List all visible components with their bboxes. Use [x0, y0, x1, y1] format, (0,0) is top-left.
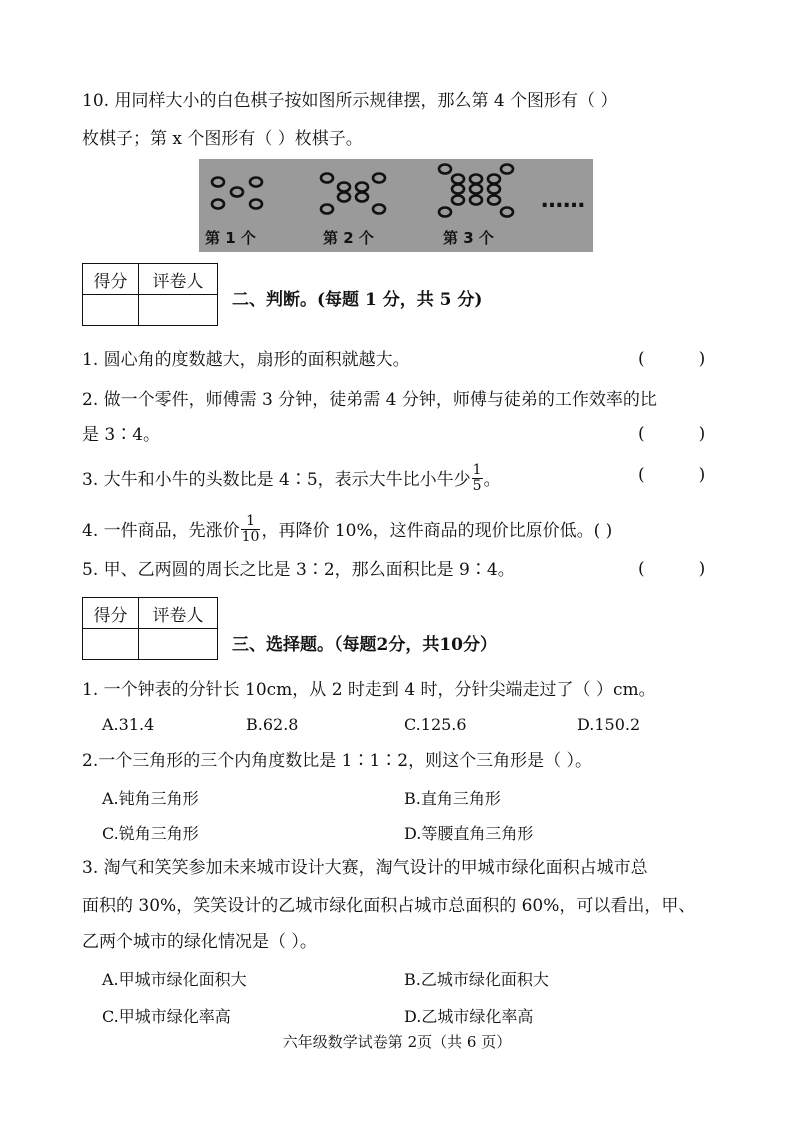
fraction-numerator: 1 — [241, 514, 261, 530]
q10-line2: 枚棋子；第 x 个图形有（ ）枚棋子。 — [82, 129, 363, 149]
choice-q2-option-b[interactable]: B.直角三角形 — [404, 789, 501, 808]
score-header: 得分 — [83, 264, 139, 295]
pattern-label-2: 第 2 个 — [323, 229, 374, 247]
judge-item-3-end: 。 — [483, 470, 501, 490]
judge-item-2-cont: 是 3∶4。 — [82, 425, 161, 445]
grader-header: 评卷人 — [139, 264, 218, 295]
choice-q3-option-d[interactable]: D.乙城市绿化率高 — [404, 1007, 534, 1026]
fraction-denominator: 5 — [472, 478, 482, 494]
choice-q2-option-d[interactable]: D.等腰直角三角形 — [404, 824, 534, 843]
grader-header: 评卷人 — [139, 598, 218, 629]
choice-q3-option-b[interactable]: B.乙城市绿化面积大 — [404, 970, 549, 989]
choice-q3-option-a[interactable]: A.甲城市绿化面积大 — [102, 970, 247, 989]
pattern-label-3: 第 3 个 — [443, 229, 494, 247]
judge-item-4-rest: ，再降价 10%，这件商品的现价比原价低。( ) — [261, 521, 613, 541]
judge-item-2: 2. 做一个零件，师傅需 3 分钟，徒弟需 4 分钟，师傅与徒弟的工作效率的比 — [82, 390, 657, 410]
choice-q3-line3: 乙两个城市的绿化情况是（ ）。 — [82, 932, 317, 952]
choice-q2-stem: 2.一个三角形的三个内角度数比是 1∶1∶2，则这个三角形是（ ）。 — [82, 751, 592, 771]
chess-pattern-figure — [199, 159, 593, 252]
pattern-background — [199, 159, 593, 252]
choice-q3-option-c[interactable]: C.甲城市绿化率高 — [102, 1007, 231, 1026]
choice-q1-option-d[interactable]: D.150.2 — [577, 715, 641, 734]
pattern-label-1: 第 1 个 — [205, 229, 256, 247]
score-table-section3 — [82, 597, 218, 660]
judge-item-3 — [82, 462, 501, 494]
choice-q2-option-c[interactable]: C.锐角三角形 — [102, 824, 199, 843]
judge-item-5: 5. 甲、乙两圆的周长之比是 3∶2，那么面积比是 9∶4。 — [82, 560, 515, 580]
choice-q2-option-a[interactable]: A.钝角三角形 — [102, 789, 199, 808]
section3-title: 三、选择题。（每题2分，共10分） — [232, 635, 497, 655]
choice-q1-stem: 1. 一个钟表的分针长 10cm，从 2 时走到 4 时，分针尖端走过了（ ）cm。 — [82, 680, 656, 700]
choice-q1-option-c[interactable]: C.125.6 — [404, 715, 467, 734]
pattern-ellipsis: …… — [541, 188, 585, 213]
choice-q3-line1: 3. 淘气和笑笑参加未来城市设计大赛，淘气设计的甲城市绿化面积占城市总 — [82, 858, 648, 878]
judge-item-4 — [82, 513, 613, 545]
section2-title: 二、判断。(每题 1 分，共 5 分) — [232, 290, 483, 310]
judge-item-5-answer[interactable]: ( ) — [638, 559, 706, 579]
judge-item-1: 1. 圆心角的度数越大，扇形的面积就越大。 — [82, 350, 410, 370]
judge-item-4-text: 4. 一件商品，先涨价 — [82, 521, 240, 541]
score-cell[interactable] — [83, 629, 139, 660]
choice-q3-line2: 面积的 30%，笑笑设计的乙城市绿化面积占城市总面积的 60%，可以看出，甲、 — [82, 896, 696, 916]
judge-item-3-answer[interactable]: ( ) — [638, 465, 706, 485]
grader-cell[interactable] — [139, 295, 218, 326]
score-header: 得分 — [83, 598, 139, 629]
score-table-section2 — [82, 263, 218, 326]
fraction-one-tenth — [241, 514, 261, 545]
q10-line1: 10. 用同样大小的白色棋子按如图所示规律摆，那么第 4 个图形有（ ） — [82, 91, 618, 111]
judge-item-3-text: 3. 大牛和小牛的头数比是 4∶5，表示大牛比小牛少 — [82, 470, 471, 490]
fraction-one-fifth — [472, 463, 483, 494]
judge-item-2-answer[interactable]: ( ) — [638, 424, 706, 444]
score-cell[interactable] — [83, 295, 139, 326]
fraction-denominator: 10 — [241, 529, 260, 545]
grader-cell[interactable] — [139, 629, 218, 660]
choice-q1-option-b[interactable]: B.62.8 — [246, 715, 299, 734]
judge-item-1-answer[interactable]: ( ) — [638, 349, 706, 369]
page-footer: 六年级数学试卷第 2页（共 6 页） — [282, 1033, 512, 1051]
choice-q1-option-a[interactable]: A.31.4 — [102, 715, 155, 734]
fraction-numerator: 1 — [472, 462, 482, 478]
